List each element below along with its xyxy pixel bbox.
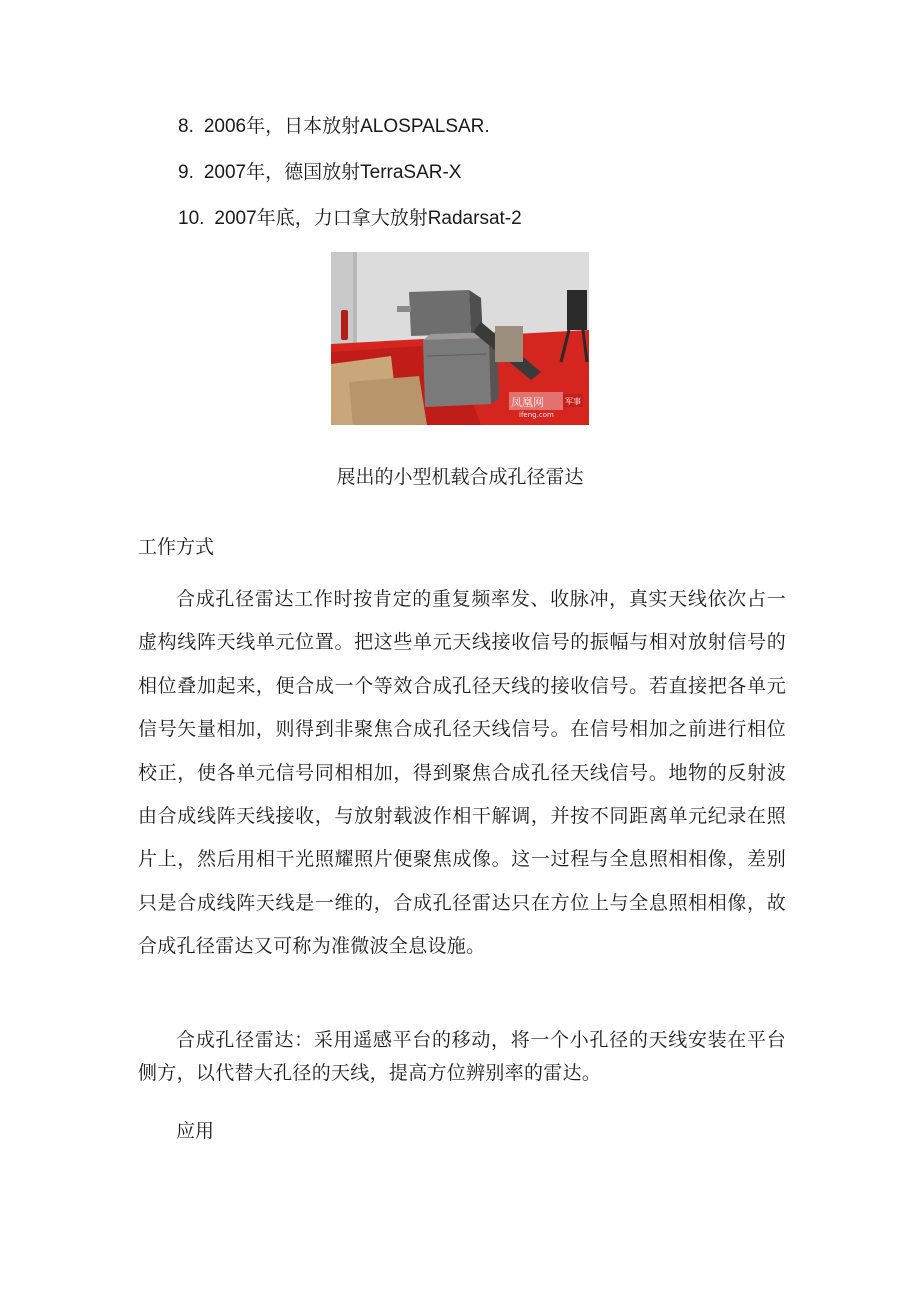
list-text: 2007年底，力口拿大放射Radarsat-2 — [214, 208, 522, 229]
list-text: 2006年，日本放射ALOSPALSAR. — [203, 116, 490, 137]
section-heading: 工作方式 — [138, 536, 215, 558]
radar-photo-illustration — [331, 252, 589, 425]
watermark-tag: 军事 — [565, 397, 581, 406]
figure-caption: 展出的小型机载合成孔径雷达 — [336, 466, 584, 488]
list-number: 9. — [178, 162, 194, 183]
list-item — [178, 161, 461, 185]
list-item — [178, 115, 490, 139]
radar-photo — [331, 252, 589, 425]
list-item — [178, 207, 522, 231]
paragraph-working-principle: 合成孔径雷达工作时按肯定的重复频率发、收脉冲，真实天线依次占一虚构线阵天线单元位置。把这些单元天线接收信号的振幅与相对放射信号的相位叠加起来，便合成一个等效合成孔径天线的接收信号。若直接把各单元信号矢量相加，则得到非聚焦合成孔径天线信号。在信号相加之前进行相位校正，使各单元信号同相相加，得到聚焦合成孔径天线信号。地物的反射波由合成线阵天线接收，与放射载波作相干解调，并按不同距离单元纪录在照片上，然后用相干光照耀照片便聚焦成像。这一过程与全息照相相像，差别只是合成线阵天线是一维的，合成孔径雷达只在方位上与全息照相相像，故合成孔径雷达又可称为准微波全息设施。 — [138, 588, 786, 958]
list-number: 8. — [178, 116, 194, 137]
watermark-url: ifeng.com — [519, 411, 554, 419]
section-subheading: 应用 — [176, 1120, 215, 1142]
list-number: 10. — [178, 208, 205, 229]
list-text: 2007年，德国放射TerraSAR-X — [203, 162, 462, 183]
watermark-brand: 凤凰网 — [511, 396, 544, 409]
paragraph-definition: 合成孔径雷达：采用遥感平台的移动，将一个小孔径的天线安装在平台侧方，以代替大孔径的天线，提高方位辨别率的雷达。 — [138, 1029, 786, 1084]
